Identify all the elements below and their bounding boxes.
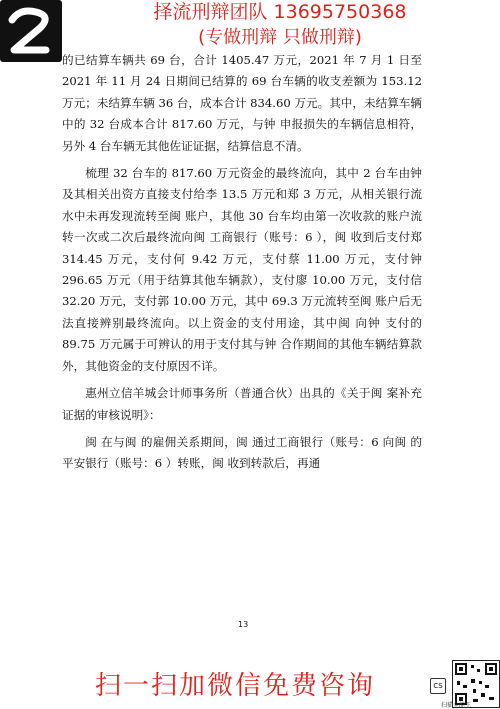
logo — [0, 0, 62, 62]
page-number: 13 — [238, 620, 249, 629]
paragraph-4: 闽 在与闽 的雇佣关系期间，闽 通过工商银行（账号：6 向闽 的平安银行（账号：6 ）转账，闽 收到转款后，再通 — [62, 434, 422, 471]
watermark-header — [60, 0, 500, 50]
paragraph-2: 梳理 32 台车的 817.60 万元资金的最终流向，其中 2 台车由钟 及其相关出资方直接支付给李 13.5 万元和郑 3 万元，从相关银行流水中未再发现流转至闽 账户，其他 30 台车均由第一次收款的账户流转一次或二次后最终流向闽 工商银行（账号：6 ），闽 收到后支付郑 314.45 万元，支付何 9.42 万元，支付蔡 11.00 万元，支付钟 296.65 万元（用于结算其他车辆款），支付廖 10.00 万元，支付信 32.20 万元，支付郭 10.00 万元，其中 69.3 万元流转至闽 账户后无法直接辨别最终流向。以上资金的支付用途，其中闽 向钟 支付的 89.75 万元属于可辨认的用于支付其与钟 合作期间的其他车辆结算款外，其他资金的支付原因不详。 — [62, 166, 422, 373]
header-title: 择流刑辩团队 13695750368 — [153, 1, 407, 23]
consult-banner: 扫一扫加微信免费咨询 — [95, 671, 376, 701]
document-body — [62, 50, 422, 475]
header-subtitle: (专做刑辩 只做刑辩) — [198, 27, 362, 48]
qr-caption: 扫描全能王 — [441, 702, 472, 709]
scanner-badge: CS — [430, 678, 446, 694]
paragraph-3: 惠州立信羊城会计师事务所（普通合伙）出具的《关于闽 案补充证据的审核说明》： — [62, 386, 422, 422]
paragraph-1: 的已结算车辆共 69 台，合计 1405.47 万元，2021 年 7 月 1 日至 2021 年 11 月 24 日期间已结算的 69 台车辆的收支差额为 153.12 万元；未结算车辆 36 台，成本合计 834.60 万元。其中，未结算车辆中的 32 台成本合计 817.60 万元，与钟 申报损失的车辆信息相符，另外 4 台车辆无其他佐证证据，结算信息不清。 — [62, 53, 422, 153]
